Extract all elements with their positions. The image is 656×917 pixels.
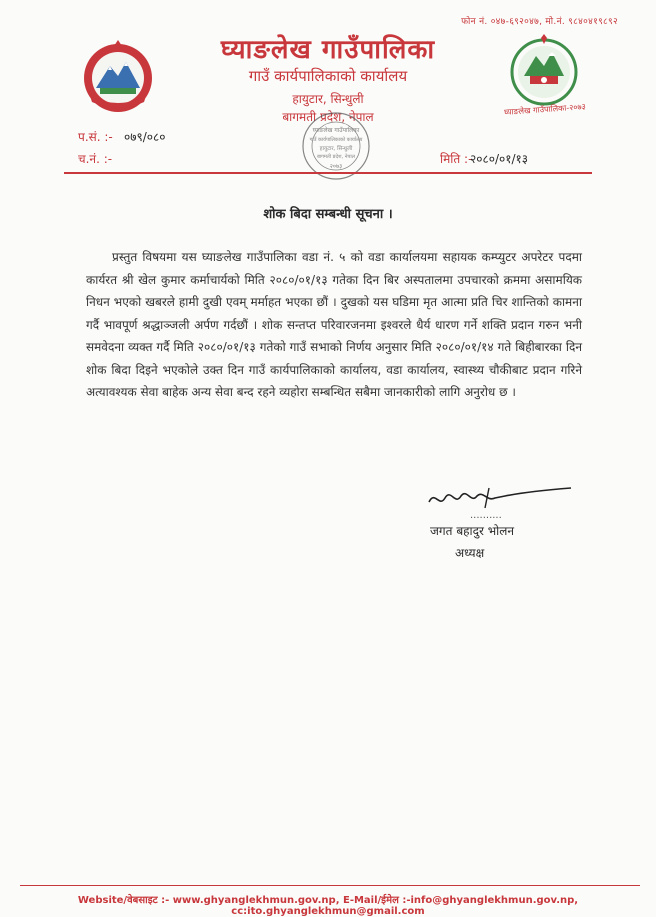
- municipality-logo-caption: घ्याङलेख गाउँपालिका-२०७३: [503, 102, 587, 117]
- signer-name: जगत बहादुर भोलन: [430, 524, 515, 538]
- address-line-2: बागमती प्रदेश, नेपाल: [282, 110, 374, 124]
- date-value: २०८०/०१/१३: [470, 152, 529, 166]
- header-divider: [64, 172, 592, 174]
- stamp-line-5: २०७३: [329, 163, 343, 170]
- footer-contact: Website/वेबसाइट :- www.ghyanglekhmun.gov.np, E-Mail/ईमेल :-info@ghyanglekhmun.gov.np, cc:ito.ghyanglekhmun@gmail.com: [77, 895, 579, 917]
- signature-dots: ..........: [470, 510, 502, 521]
- dispatch-label: च.नं. :-: [78, 152, 113, 166]
- notice-heading: शोक बिदा सम्बन्धी सूचना ।: [263, 207, 393, 222]
- address-line-1: हायुटार, सिन्धुली: [292, 92, 364, 106]
- office-subtitle: गाउँ कार्यपालिकाको कार्यालय: [248, 67, 408, 85]
- stamp-line-4: बागमती प्रदेश, नेपाल: [316, 154, 356, 160]
- stamp-line-1: घ्याङलेख गाउँपालिका: [312, 127, 360, 134]
- footer-divider: [20, 885, 640, 886]
- signer-designation: अध्यक्ष: [455, 546, 485, 560]
- stamp-line-3: हायुटार, सिन्धुली: [319, 146, 353, 152]
- date-label: मिति :-: [440, 152, 473, 166]
- municipality-title: घ्याङलेख गाउँपालिका: [220, 35, 436, 65]
- stamp-line-2: गाउँ कार्यपालिकाको कार्यालय: [309, 137, 363, 143]
- reference-label: प.सं. :-: [78, 130, 113, 144]
- reference-value: ०७९/०८०: [124, 130, 166, 144]
- notice-body: प्रस्तुत विषयमा यस घ्याङलेख गाउँपालिका वडा नं. ५ को वडा कार्यालयमा सहायक कम्प्युटर अपरेटर पदमा कार्यरत श्री खेल कुमार कर्माचार्यको मिति २०८०/०१/१३ गतेका दिन बिर अस्पतालमा उपचारको क्रममा असामयिक निधन भएको खबरले हामी दुखी एवम् मर्माहत भएका छौं । दुखको यस घडिमा मृत आत्मा प्रति चिर शान्तिको कामना गर्दै भावपूर्ण श्रद्धाञ्जली अर्पण गर्दछौं । शोक सन्तप्त परिवारजनमा इश्वरले धैर्य धारण गर्ने शक्ति प्रदान गरुन भनी समवेदना व्यक्त गर्दै मिति २०८०/०१/१३ गतेको गाउँ सभाको निर्णय अनुसार मिति २०८०/०१/१४ गते बिहीबारका दिन शोक बिदा दिइने भएकोले उक्त दिन गाउँ कार्यपालिकाको कार्यालय, वडा कार्यालय, स्वास्थ्य चौकीबाट प्रदान गरिने अत्यावश्यक सेवा बाहेक अन्य सेवा बन्द रहने व्यहोरा सम्बन्धित सबैमा जानकारीको लागि अनुरोध छ ।: [86, 250, 582, 399]
- phone-number: फोन नं. ०४७-६९२०४७, मो.नं. ९८४०४१९८९२: [461, 17, 618, 27]
